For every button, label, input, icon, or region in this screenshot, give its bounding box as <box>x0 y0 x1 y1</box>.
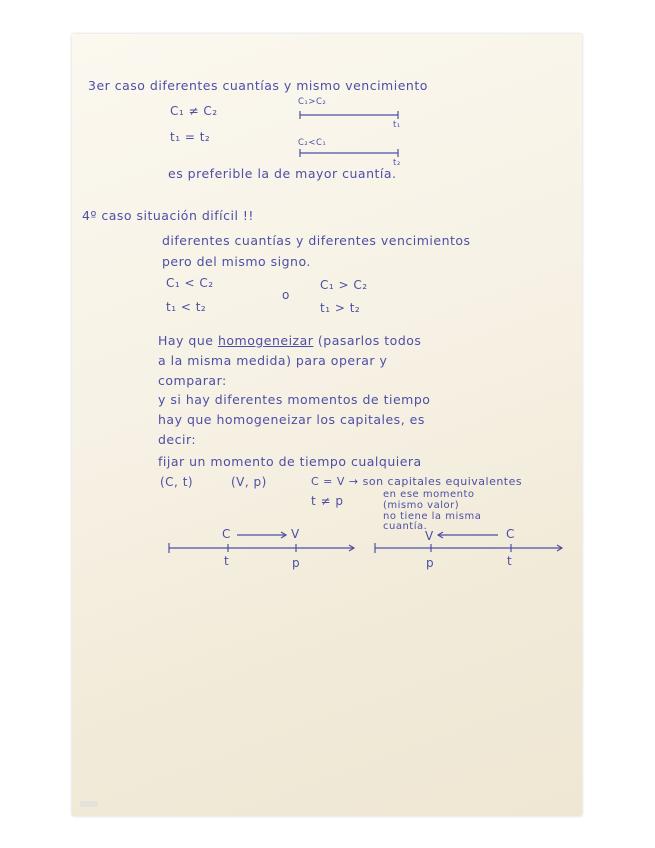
left-timeline-c: C <box>222 527 231 541</box>
section4-or: o <box>282 288 290 302</box>
left-timeline-t: t <box>224 554 230 568</box>
left-timeline-v: V <box>291 527 300 541</box>
diagram2-line <box>298 146 408 160</box>
homogeneizar-underlined: homogeneizar <box>217 333 314 348</box>
left-timeline-p: p <box>292 556 301 570</box>
t-not-equal-p: t ≠ p <box>311 494 344 508</box>
right-timeline-c: C <box>506 527 515 541</box>
paragraph3-line1: fijar un momento de tiempo cualquiera <box>158 454 422 469</box>
section4-left-c: C₁ < C₂ <box>166 276 214 290</box>
right-timeline <box>370 528 570 558</box>
equivalence-statement: C = V → son capitales equivalentes <box>311 475 523 488</box>
paragraph2-line3: decir: <box>158 432 197 447</box>
note-line2: (mismo valor) <box>383 500 460 511</box>
paragraph1-line1 <box>158 333 421 348</box>
diagram1-label: C₁>C₂ <box>298 97 327 107</box>
diagram2-tick: t₂ <box>393 158 401 168</box>
section3-formula-t: t₁ = t₂ <box>170 130 211 144</box>
section4-right-t: t₁ > t₂ <box>320 301 361 315</box>
paragraph1-part2: (pasarlos todos <box>313 333 422 348</box>
section4-left-t: t₁ < t₂ <box>166 300 207 314</box>
left-timeline <box>164 528 364 558</box>
paragraph1-line2: a la misma medida) para operar y <box>158 353 388 368</box>
section4-line2: pero del mismo signo. <box>162 254 311 269</box>
scan-corner-mark <box>80 801 98 807</box>
section3-conclusion: es preferible la de mayor cuantía. <box>168 166 397 181</box>
paragraph1-line3: comparar: <box>158 373 227 388</box>
note-line3: no tiene la misma <box>383 511 482 522</box>
section4-right-c: C₁ > C₂ <box>320 278 368 292</box>
section4-line1: diferentes cuantías y diferentes vencimientos <box>162 233 471 248</box>
diagram2-label: C₂<C₁ <box>298 138 327 148</box>
diagram1-line <box>298 108 408 122</box>
note-line4: cuantía. <box>383 521 428 532</box>
section3-heading: 3er caso diferentes cuantías y mismo vencimiento <box>88 78 428 93</box>
section3-formula-c: C₁ ≠ C₂ <box>170 104 218 118</box>
right-timeline-v: V <box>425 529 434 543</box>
right-timeline-p: p <box>426 556 435 570</box>
diagram1-tick: t₁ <box>393 120 401 130</box>
paragraph2-line2: hay que homogeneizar los capitales, es <box>158 412 425 427</box>
note-line1: en ese momento <box>383 489 475 500</box>
paragraph2-line1: y si hay diferentes momentos de tiempo <box>158 392 431 407</box>
right-timeline-t: t <box>507 554 513 568</box>
pair-ct: (C, t) <box>160 475 194 489</box>
paragraph1-part1: Hay que <box>158 333 218 348</box>
pair-vp: (V, p) <box>231 475 267 489</box>
section4-heading: 4º caso situación difícil !! <box>82 208 254 223</box>
